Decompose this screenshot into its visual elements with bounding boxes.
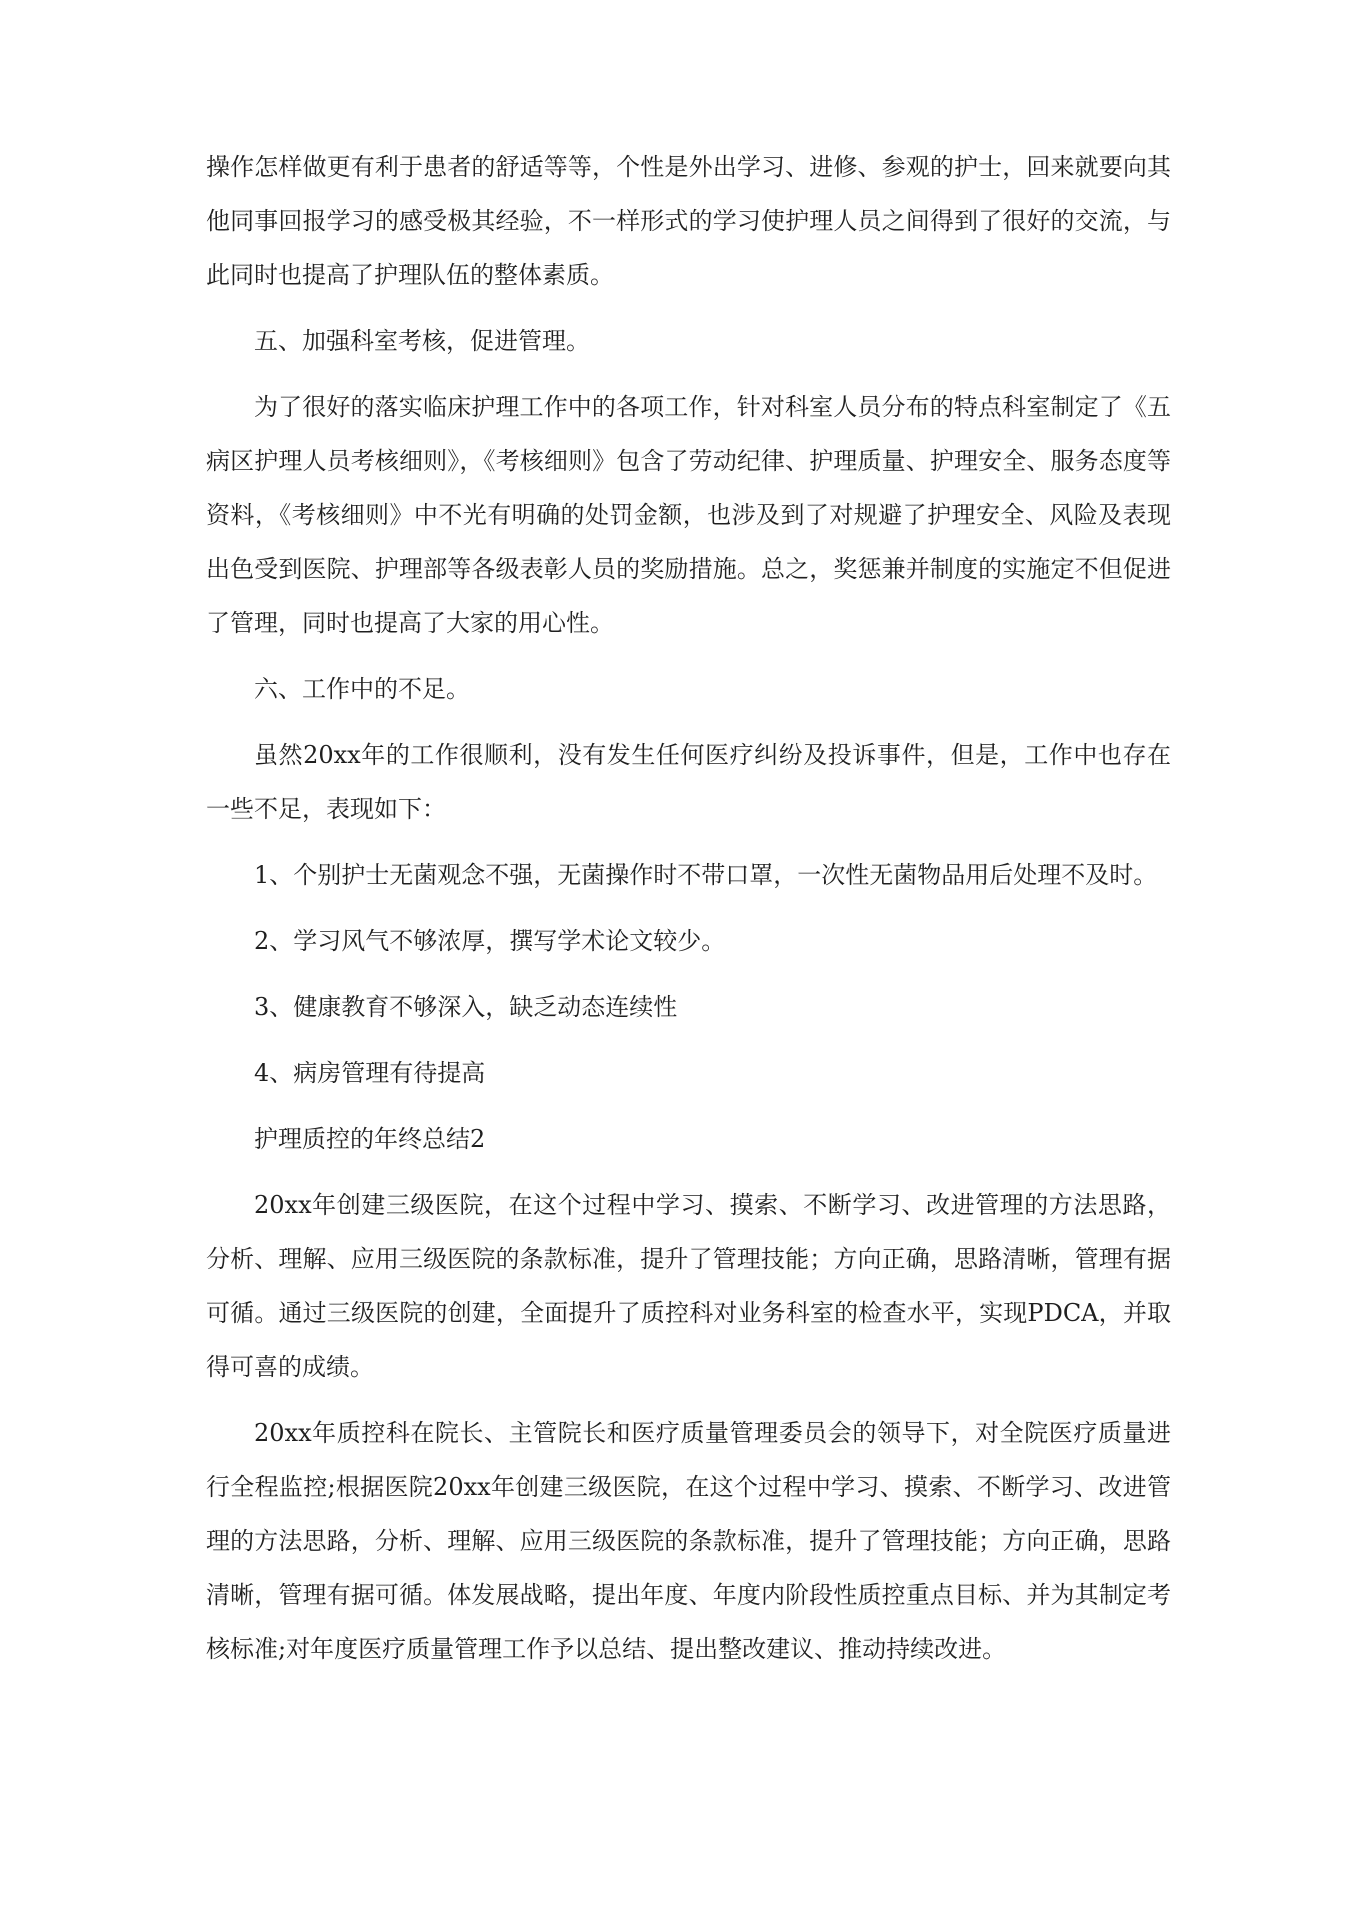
article-title-2: 护理质控的年终总结2 (254, 1125, 486, 1153)
paragraph-continued: 操作怎样做更有利于患者的舒适等等，个性是外出学习、进修、参观的护士，回来就要向其他同事回报学习的感受极其经验，不一样形式的学习使护理人员之间得到了很好的交流，与此同时也提高了护理队伍的整体素质。 (206, 153, 1171, 289)
section-heading-5: 五、加强科室考核，促进管理。 (254, 327, 590, 355)
section-heading-6: 六、工作中的不足。 (254, 675, 470, 703)
list-item-3: 3、健康教育不够深入，缺乏动态连续性 (254, 993, 678, 1021)
paragraph-quality-control: 20xx年质控科在院长、主管院长和医疗质量管理委员会的领导下，对全院医疗质量进行全程监控;根据医院20xx年创建三级医院，在这个过程中学习、摸索、不断学习、改进管理的方法思路，分析、理解、应用三级医院的条款标准，提升了管理技能；方向正确，思路清晰，管理有据可循。体发展战略，提出年度、年度内阶段性质控重点目标、并为其制定考核标准;对年度医疗质量管理工作予以总结、提出整改建议、推动持续改进。 (206, 1419, 1171, 1663)
list-item-2: 2、学习风气不够浓厚，撰写学术论文较少。 (254, 927, 726, 955)
paragraph-shortcomings-intro: 虽然20xx年的工作很顺利，没有发生任何医疗纠纷及投诉事件，但是，工作中也存在一些不足，表现如下： (206, 741, 1171, 823)
paragraph-three-level-hospital: 20xx年创建三级医院，在这个过程中学习、摸索、不断学习、改进管理的方法思路，分析、理解、应用三级医院的条款标准，提升了管理技能；方向正确，思路清晰，管理有据可循。通过三级医院的创建，全面提升了质控科对业务科室的检查水平，实现PDCA，并取得可喜的成绩。 (206, 1191, 1171, 1381)
document-body (206, 140, 1171, 1688)
list-item-4: 4、病房管理有待提高 (254, 1059, 486, 1087)
list-item-1: 1、个别护士无菌观念不强，无菌操作时不带口罩，一次性无菌物品用后处理不及时。 (254, 861, 1158, 889)
paragraph-assessment: 为了很好的落实临床护理工作中的各项工作，针对科室人员分布的特点科室制定了《五病区护理人员考核细则》，《考核细则》包含了劳动纪律、护理质量、护理安全、服务态度等资料，《考核细则》中不光有明确的处罚金额，也涉及到了对规避了护理安全、风险及表现出色受到医院、护理部等各级表彰人员的奖励措施。总之，奖惩兼并制度的实施定不但促进了管理，同时也提高了大家的用心性。 (206, 393, 1171, 637)
